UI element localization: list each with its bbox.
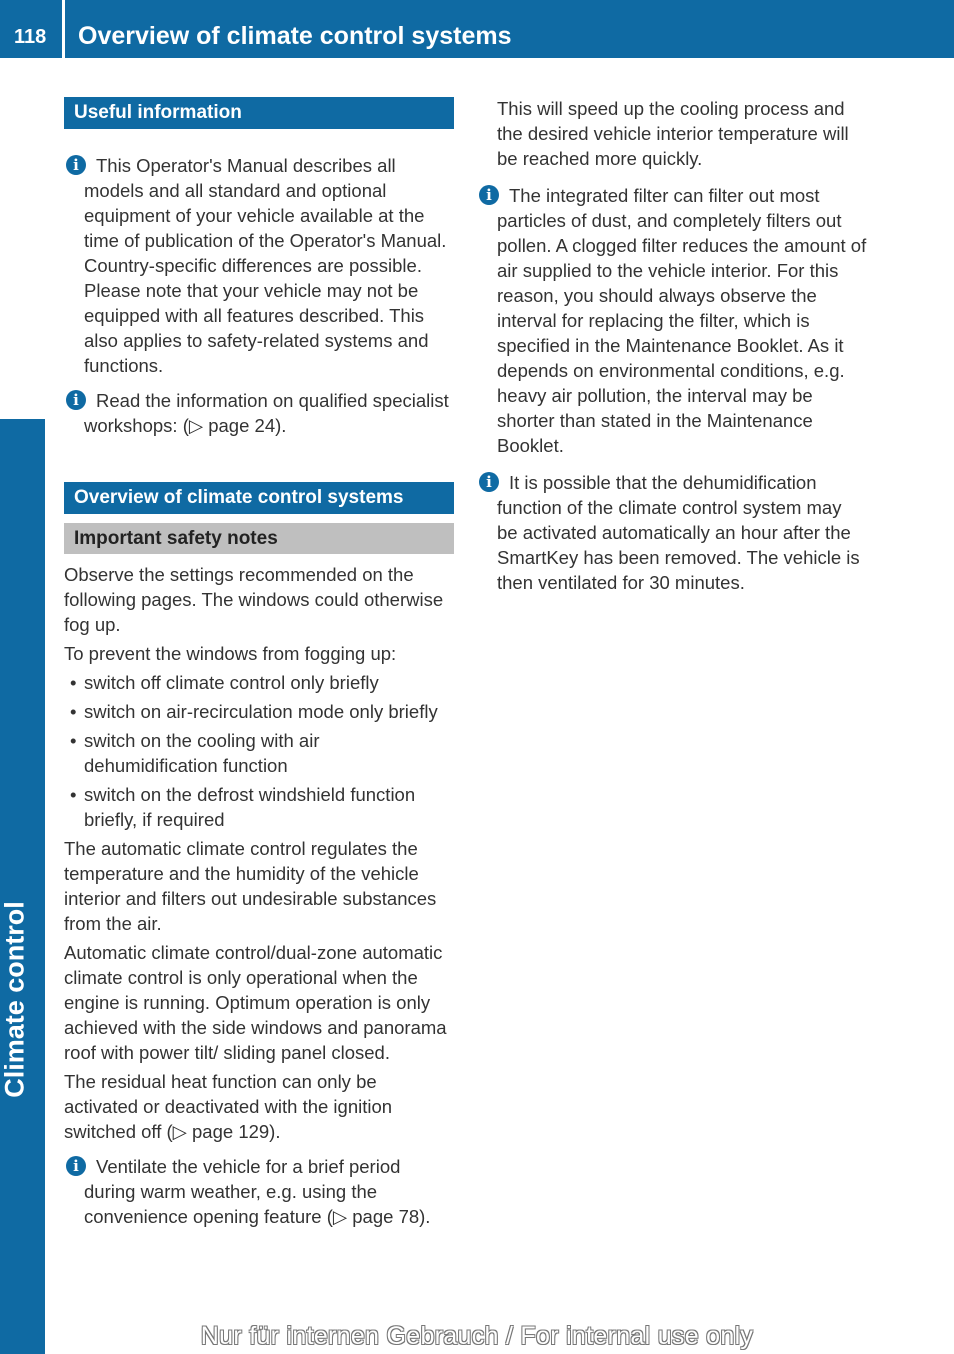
header-divider [62, 0, 65, 58]
subsection-heading: Important safety notes [64, 523, 454, 554]
info-icon: i [66, 1156, 86, 1176]
useful-information-heading: Useful information [64, 97, 454, 129]
info-icon: i [66, 390, 86, 410]
body-paragraph: Automatic climate control/dual-zone automatic climate control is only operational when the engine is running. Optimum operation is only achieved with the side windows and panorama roof with power tilt/ sliding panel closed. [64, 942, 447, 1063]
info-note-text: Read the information on qualified specialist workshops: (▷ page 24). [84, 390, 449, 436]
info-note [477, 470, 867, 595]
info-icon: i [479, 185, 499, 205]
info-note [64, 153, 454, 378]
info-icon: i [479, 472, 499, 492]
page-title: Overview of climate control systems [78, 22, 512, 50]
info-note-text: Ventilate the vehicle for a brief period during warm weather, e.g. using the convenience opening feature (▷ page 78). [84, 1156, 431, 1227]
body-paragraph: To prevent the windows from fogging up: [64, 643, 397, 664]
page-header-bar [0, 0, 954, 58]
info-note-text: The integrated filter can filter out most particles of dust, and completely filters out pollen. A clogged filter reduces the amount of air supplied to the vehicle interior. For this reason, you should always observe the interval for replacing the filter, which is specified in the Maintenance Booklet. As it depends on environmental conditions, e.g. heavy air pollution, the interval may be shorter than stated in the Maintenance Booklet. [497, 185, 867, 456]
section-heading: Overview of climate control systems [64, 482, 454, 514]
list-item: • switch on the defrost windshield function briefly, if required [64, 782, 454, 832]
info-note-text: This Operator's Manual describes all models and all standard and optional equipment of your vehicle available at the time of publication of the Operator's Manual. Country-specific differences are possible. Please note that your vehicle may not be equipped with all features described. This also applies to safety-related systems and functions. [84, 155, 447, 376]
bullet-list [64, 670, 454, 832]
left-column [64, 97, 454, 1239]
info-note [64, 1154, 454, 1229]
chapter-tab-label: Climate control [0, 901, 30, 1098]
internal-use-watermark: Nur für internen Gebrauch / For internal use only [200, 1322, 754, 1350]
info-icon: i [66, 155, 86, 175]
right-column [477, 96, 867, 605]
page-number: 118 [14, 26, 47, 48]
info-note-text: It is possible that the dehumidification function of the climate control system may be activated automatically an hour after the SmartKey has been removed. The vehicle is then ventilated for 30 minutes. [497, 472, 860, 593]
body-paragraph: The automatic climate control regulates the temperature and the humidity of the vehicle interior and filters out undesirable substances from the air. [64, 838, 437, 934]
body-paragraph: The residual heat function can only be activated or deactivated with the ignition switched off (▷ page 129). [64, 1071, 393, 1142]
info-note [477, 183, 867, 458]
list-item: • switch on air-recirculation mode only briefly [64, 699, 454, 724]
chapter-side-tab [0, 419, 45, 1354]
info-note [64, 388, 454, 438]
body-paragraph: Observe the settings recommended on the following pages. The windows could otherwise fog up. [64, 564, 444, 635]
list-item: • switch off climate control only briefly [64, 670, 454, 695]
body-paragraph: This will speed up the cooling process and the desired vehicle interior temperature will be reached more quickly. [497, 98, 849, 169]
list-item: • switch on the cooling with air dehumidification function [64, 728, 454, 778]
